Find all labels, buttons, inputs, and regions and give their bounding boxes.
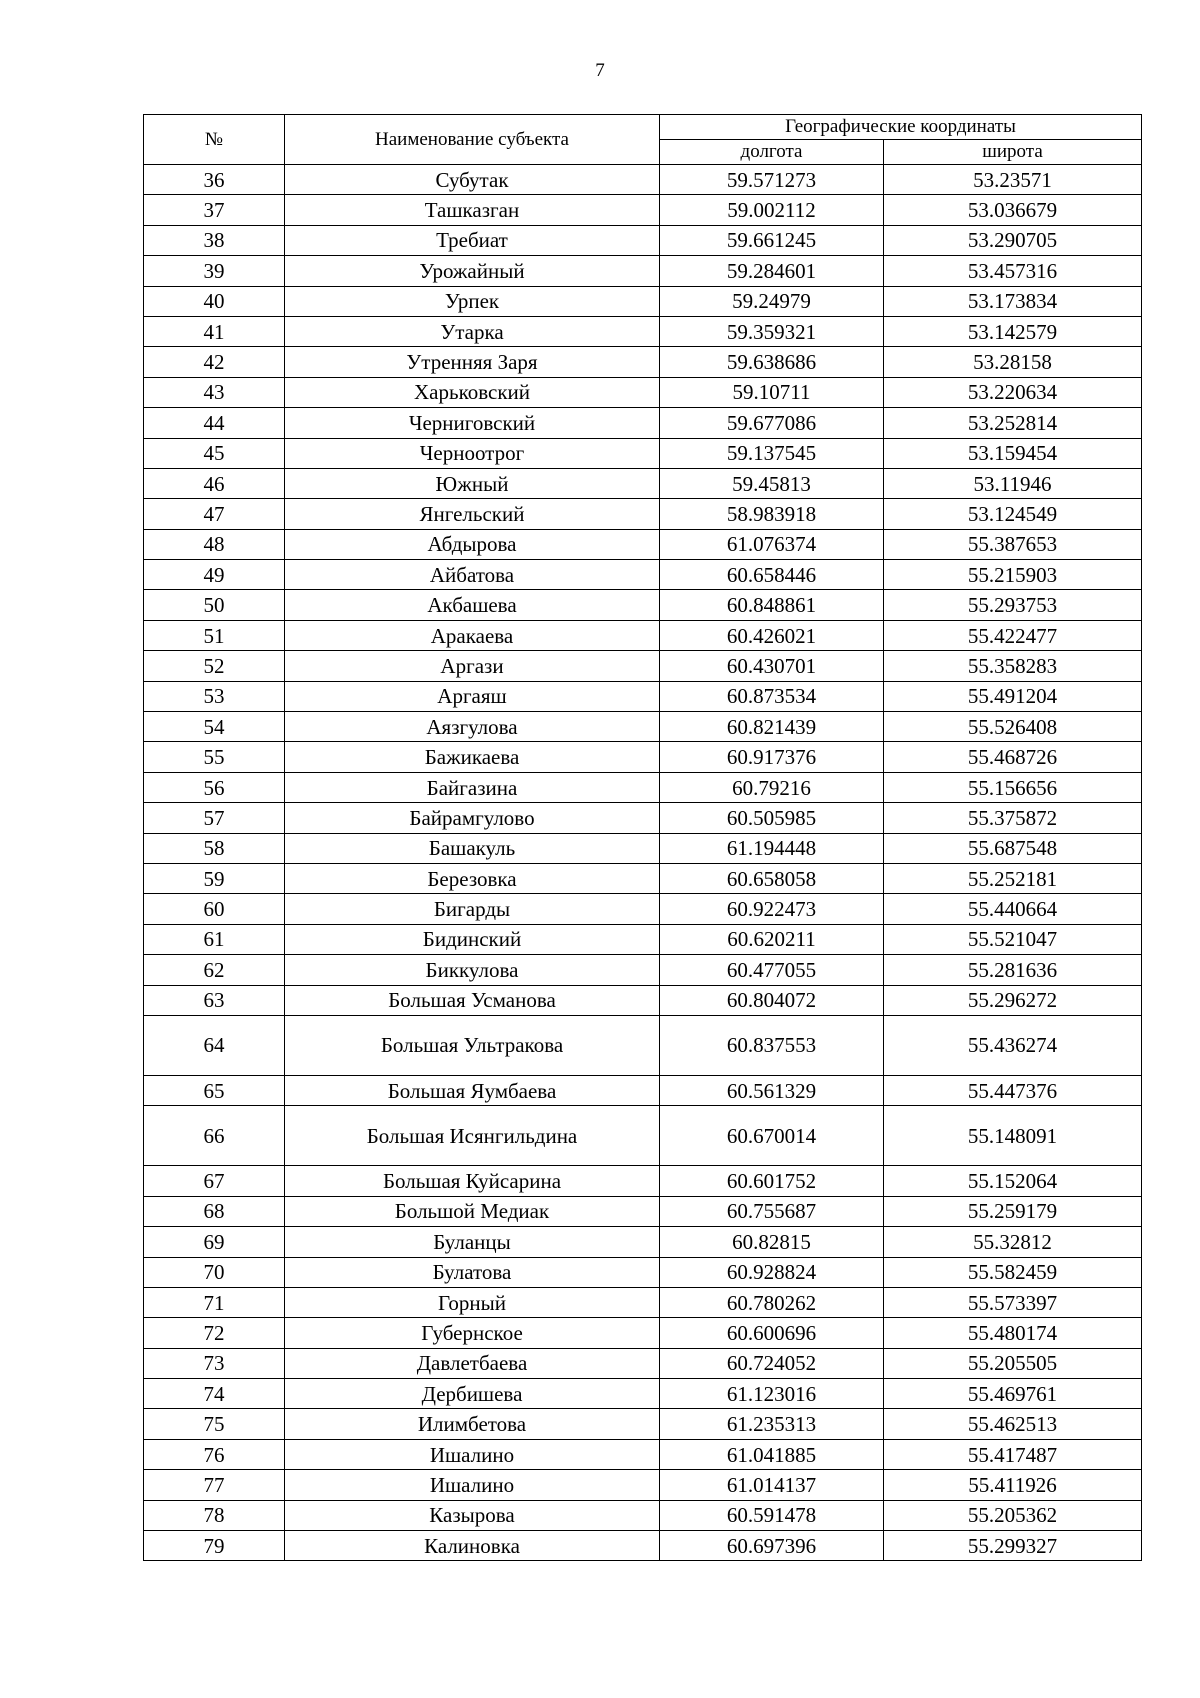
table-row <box>144 438 1142 468</box>
cell-subject-name: Бидинский <box>285 924 660 954</box>
cell-longitude: 60.848861 <box>660 590 884 620</box>
cell-latitude: 55.375872 <box>884 803 1142 833</box>
table-header <box>144 115 1142 165</box>
table-row <box>144 1379 1142 1409</box>
cell-number: 68 <box>144 1196 285 1226</box>
cell-latitude: 55.469761 <box>884 1379 1142 1409</box>
cell-latitude: 53.220634 <box>884 377 1142 407</box>
cell-latitude: 55.205505 <box>884 1348 1142 1378</box>
cell-number: 73 <box>144 1348 285 1378</box>
table-row <box>144 225 1142 255</box>
cell-number: 60 <box>144 894 285 924</box>
table-row <box>144 863 1142 893</box>
table-row <box>144 1409 1142 1439</box>
cell-subject-name: Байгазина <box>285 772 660 802</box>
cell-number: 50 <box>144 590 285 620</box>
cell-subject-name: Субутак <box>285 165 660 195</box>
table-row <box>144 712 1142 742</box>
table-row <box>144 803 1142 833</box>
cell-number: 37 <box>144 195 285 225</box>
header-subject-name: Наименование субъекта <box>285 115 660 165</box>
cell-latitude: 53.457316 <box>884 256 1142 286</box>
cell-longitude: 60.600696 <box>660 1318 884 1348</box>
cell-subject-name: Березовка <box>285 863 660 893</box>
table-row <box>144 1531 1142 1561</box>
table-row <box>144 620 1142 650</box>
cell-subject-name: Давлетбаева <box>285 1348 660 1378</box>
table-row <box>144 1166 1142 1196</box>
cell-latitude: 53.036679 <box>884 195 1142 225</box>
cell-longitude: 61.194448 <box>660 833 884 863</box>
cell-latitude: 55.32812 <box>884 1227 1142 1257</box>
cell-longitude: 60.477055 <box>660 955 884 985</box>
cell-latitude: 55.468726 <box>884 742 1142 772</box>
cell-latitude: 55.480174 <box>884 1318 1142 1348</box>
table-row <box>144 165 1142 195</box>
cell-latitude: 55.491204 <box>884 681 1142 711</box>
table-row <box>144 195 1142 225</box>
table-row <box>144 499 1142 529</box>
cell-latitude: 55.152064 <box>884 1166 1142 1196</box>
cell-number: 43 <box>144 377 285 407</box>
table-row <box>144 1196 1142 1226</box>
cell-longitude: 59.359321 <box>660 316 884 346</box>
cell-longitude: 59.284601 <box>660 256 884 286</box>
cell-number: 66 <box>144 1106 285 1166</box>
cell-subject-name: Булатова <box>285 1257 660 1287</box>
cell-subject-name: Ташказган <box>285 195 660 225</box>
table-row <box>144 955 1142 985</box>
cell-subject-name: Казырова <box>285 1500 660 1530</box>
cell-subject-name: Южный <box>285 468 660 498</box>
cell-subject-name: Биккулова <box>285 955 660 985</box>
cell-latitude: 55.148091 <box>884 1106 1142 1166</box>
coordinates-table <box>143 114 1142 1561</box>
cell-latitude: 53.252814 <box>884 408 1142 438</box>
cell-number: 57 <box>144 803 285 833</box>
cell-number: 40 <box>144 286 285 316</box>
cell-longitude: 60.837553 <box>660 1015 884 1075</box>
cell-number: 41 <box>144 316 285 346</box>
cell-longitude: 60.505985 <box>660 803 884 833</box>
table-row <box>144 924 1142 954</box>
cell-number: 42 <box>144 347 285 377</box>
page-number: 7 <box>595 60 605 81</box>
cell-longitude: 61.123016 <box>660 1379 884 1409</box>
header-number: № <box>144 115 285 165</box>
cell-latitude: 55.526408 <box>884 712 1142 742</box>
cell-number: 64 <box>144 1015 285 1075</box>
cell-number: 51 <box>144 620 285 650</box>
table-row <box>144 894 1142 924</box>
cell-longitude: 59.45813 <box>660 468 884 498</box>
cell-number: 48 <box>144 529 285 559</box>
table-body <box>144 165 1142 1561</box>
cell-longitude: 61.076374 <box>660 529 884 559</box>
cell-subject-name: Аргаяш <box>285 681 660 711</box>
table-row <box>144 256 1142 286</box>
cell-latitude: 55.299327 <box>884 1531 1142 1561</box>
table-row <box>144 772 1142 802</box>
table-row <box>144 347 1142 377</box>
table-row <box>144 408 1142 438</box>
cell-longitude: 59.677086 <box>660 408 884 438</box>
cell-subject-name: Ишалино <box>285 1439 660 1469</box>
cell-longitude: 61.235313 <box>660 1409 884 1439</box>
cell-longitude: 60.670014 <box>660 1106 884 1166</box>
cell-longitude: 60.873534 <box>660 681 884 711</box>
cell-number: 55 <box>144 742 285 772</box>
cell-subject-name: Калиновка <box>285 1531 660 1561</box>
cell-number: 49 <box>144 560 285 590</box>
header-longitude: долгота <box>660 140 884 165</box>
table-row <box>144 590 1142 620</box>
table-row <box>144 1500 1142 1530</box>
cell-latitude: 55.687548 <box>884 833 1142 863</box>
cell-number: 59 <box>144 863 285 893</box>
cell-longitude: 60.561329 <box>660 1075 884 1105</box>
cell-latitude: 55.436274 <box>884 1015 1142 1075</box>
table-row <box>144 1075 1142 1105</box>
cell-subject-name: Большая Куйсарина <box>285 1166 660 1196</box>
cell-longitude: 60.922473 <box>660 894 884 924</box>
cell-subject-name: Башакуль <box>285 833 660 863</box>
cell-subject-name: Большая Яумбаева <box>285 1075 660 1105</box>
cell-number: 62 <box>144 955 285 985</box>
cell-subject-name: Аргази <box>285 651 660 681</box>
cell-latitude: 55.462513 <box>884 1409 1142 1439</box>
cell-longitude: 59.002112 <box>660 195 884 225</box>
table-row <box>144 1348 1142 1378</box>
cell-latitude: 55.582459 <box>884 1257 1142 1287</box>
table-row <box>144 742 1142 772</box>
cell-number: 45 <box>144 438 285 468</box>
cell-latitude: 55.259179 <box>884 1196 1142 1226</box>
cell-subject-name: Черноотрог <box>285 438 660 468</box>
cell-latitude: 53.290705 <box>884 225 1142 255</box>
cell-latitude: 55.422477 <box>884 620 1142 650</box>
cell-longitude: 60.821439 <box>660 712 884 742</box>
cell-number: 63 <box>144 985 285 1015</box>
table-row <box>144 681 1142 711</box>
cell-latitude: 55.573397 <box>884 1287 1142 1317</box>
cell-number: 39 <box>144 256 285 286</box>
cell-number: 69 <box>144 1227 285 1257</box>
cell-number: 61 <box>144 924 285 954</box>
cell-longitude: 59.10711 <box>660 377 884 407</box>
table-row <box>144 560 1142 590</box>
cell-number: 54 <box>144 712 285 742</box>
cell-longitude: 60.430701 <box>660 651 884 681</box>
cell-longitude: 60.82815 <box>660 1227 884 1257</box>
cell-subject-name: Дербишева <box>285 1379 660 1409</box>
cell-latitude: 55.411926 <box>884 1470 1142 1500</box>
cell-subject-name: Урпек <box>285 286 660 316</box>
cell-number: 76 <box>144 1439 285 1469</box>
cell-subject-name: Горный <box>285 1287 660 1317</box>
cell-latitude: 55.156656 <box>884 772 1142 802</box>
cell-longitude: 60.620211 <box>660 924 884 954</box>
cell-longitude: 60.928824 <box>660 1257 884 1287</box>
cell-longitude: 60.658446 <box>660 560 884 590</box>
cell-latitude: 53.23571 <box>884 165 1142 195</box>
cell-number: 77 <box>144 1470 285 1500</box>
cell-latitude: 55.358283 <box>884 651 1142 681</box>
cell-subject-name: Большая Исянгильдина <box>285 1106 660 1166</box>
cell-longitude: 60.658058 <box>660 863 884 893</box>
cell-longitude: 58.983918 <box>660 499 884 529</box>
table-row <box>144 1106 1142 1166</box>
cell-latitude: 55.440664 <box>884 894 1142 924</box>
header-geo-coordinates: Географические координаты <box>660 115 1142 140</box>
table-row <box>144 316 1142 346</box>
table-row <box>144 1470 1142 1500</box>
cell-number: 72 <box>144 1318 285 1348</box>
table-row <box>144 529 1142 559</box>
cell-number: 38 <box>144 225 285 255</box>
cell-number: 71 <box>144 1287 285 1317</box>
cell-longitude: 60.79216 <box>660 772 884 802</box>
cell-latitude: 53.11946 <box>884 468 1142 498</box>
cell-subject-name: Ишалино <box>285 1470 660 1500</box>
cell-subject-name: Байрамгулово <box>285 803 660 833</box>
cell-subject-name: Аязгулова <box>285 712 660 742</box>
cell-latitude: 55.205362 <box>884 1500 1142 1530</box>
table-row <box>144 985 1142 1015</box>
table-row <box>144 1439 1142 1469</box>
cell-latitude: 55.521047 <box>884 924 1142 954</box>
cell-subject-name: Буланцы <box>285 1227 660 1257</box>
cell-latitude: 53.142579 <box>884 316 1142 346</box>
table-row <box>144 286 1142 316</box>
cell-subject-name: Утренняя Заря <box>285 347 660 377</box>
cell-number: 78 <box>144 1500 285 1530</box>
table-row <box>144 377 1142 407</box>
cell-latitude: 55.281636 <box>884 955 1142 985</box>
header-latitude: широта <box>884 140 1142 165</box>
cell-number: 53 <box>144 681 285 711</box>
cell-latitude: 55.215903 <box>884 560 1142 590</box>
cell-subject-name: Акбашева <box>285 590 660 620</box>
table-row <box>144 1015 1142 1075</box>
cell-subject-name: Илимбетова <box>285 1409 660 1439</box>
cell-number: 70 <box>144 1257 285 1287</box>
cell-number: 74 <box>144 1379 285 1409</box>
cell-longitude: 59.638686 <box>660 347 884 377</box>
cell-subject-name: Бажикаева <box>285 742 660 772</box>
table-row <box>144 833 1142 863</box>
cell-number: 47 <box>144 499 285 529</box>
cell-longitude: 59.24979 <box>660 286 884 316</box>
cell-subject-name: Утарка <box>285 316 660 346</box>
cell-longitude: 59.661245 <box>660 225 884 255</box>
cell-subject-name: Большая Усманова <box>285 985 660 1015</box>
cell-longitude: 60.724052 <box>660 1348 884 1378</box>
cell-longitude: 60.697396 <box>660 1531 884 1561</box>
cell-longitude: 60.591478 <box>660 1500 884 1530</box>
cell-subject-name: Айбатова <box>285 560 660 590</box>
cell-subject-name: Абдырова <box>285 529 660 559</box>
table-row <box>144 468 1142 498</box>
cell-longitude: 61.014137 <box>660 1470 884 1500</box>
cell-subject-name: Янгельский <box>285 499 660 529</box>
table-row <box>144 1227 1142 1257</box>
cell-latitude: 53.159454 <box>884 438 1142 468</box>
cell-latitude: 53.173834 <box>884 286 1142 316</box>
cell-subject-name: Харьковский <box>285 377 660 407</box>
cell-subject-name: Черниговский <box>285 408 660 438</box>
cell-number: 46 <box>144 468 285 498</box>
cell-latitude: 55.387653 <box>884 529 1142 559</box>
table-row <box>144 1257 1142 1287</box>
table-row <box>144 651 1142 681</box>
cell-subject-name: Большая Ультракова <box>285 1015 660 1075</box>
table-row <box>144 1318 1142 1348</box>
cell-latitude: 55.417487 <box>884 1439 1142 1469</box>
cell-subject-name: Урожайный <box>285 256 660 286</box>
cell-longitude: 61.041885 <box>660 1439 884 1469</box>
cell-longitude: 60.804072 <box>660 985 884 1015</box>
cell-number: 75 <box>144 1409 285 1439</box>
cell-subject-name: Губернское <box>285 1318 660 1348</box>
cell-longitude: 59.571273 <box>660 165 884 195</box>
cell-longitude: 60.780262 <box>660 1287 884 1317</box>
cell-latitude: 53.124549 <box>884 499 1142 529</box>
cell-number: 79 <box>144 1531 285 1561</box>
cell-subject-name: Аракаева <box>285 620 660 650</box>
cell-latitude: 55.447376 <box>884 1075 1142 1105</box>
cell-subject-name: Бигарды <box>285 894 660 924</box>
cell-longitude: 59.137545 <box>660 438 884 468</box>
cell-subject-name: Требиат <box>285 225 660 255</box>
cell-number: 65 <box>144 1075 285 1105</box>
cell-latitude: 53.28158 <box>884 347 1142 377</box>
cell-subject-name: Большой Медиак <box>285 1196 660 1226</box>
cell-number: 67 <box>144 1166 285 1196</box>
table-row <box>144 1287 1142 1317</box>
cell-latitude: 55.293753 <box>884 590 1142 620</box>
cell-longitude: 60.426021 <box>660 620 884 650</box>
cell-latitude: 55.252181 <box>884 863 1142 893</box>
cell-number: 58 <box>144 833 285 863</box>
cell-number: 56 <box>144 772 285 802</box>
cell-latitude: 55.296272 <box>884 985 1142 1015</box>
cell-number: 44 <box>144 408 285 438</box>
cell-longitude: 60.917376 <box>660 742 884 772</box>
cell-longitude: 60.601752 <box>660 1166 884 1196</box>
cell-number: 36 <box>144 165 285 195</box>
cell-number: 52 <box>144 651 285 681</box>
cell-longitude: 60.755687 <box>660 1196 884 1226</box>
